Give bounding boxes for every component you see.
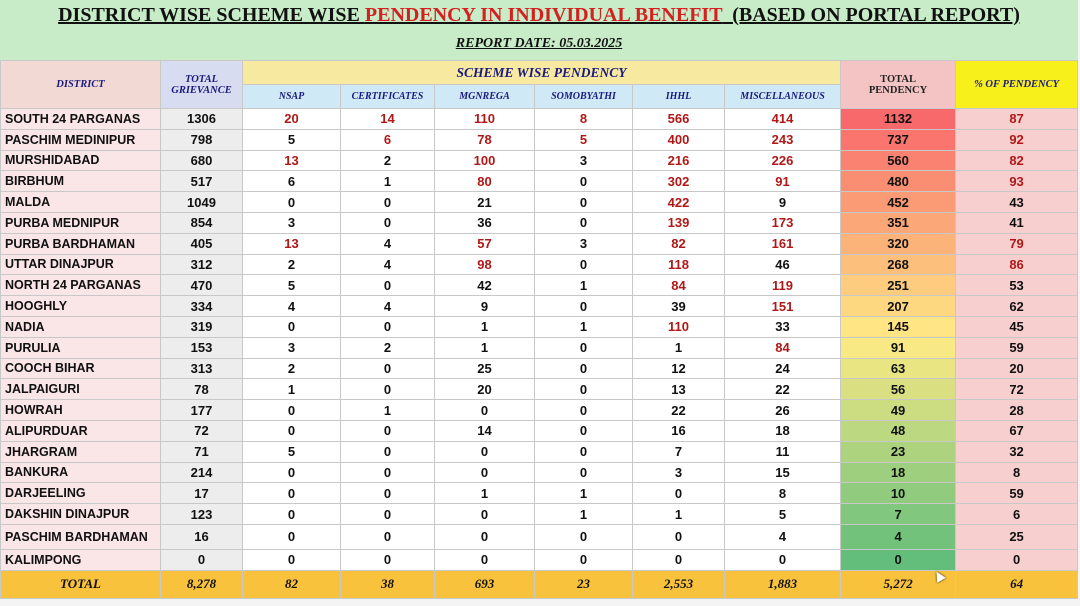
cell-cert: 0 bbox=[341, 524, 435, 549]
table-row bbox=[1, 129, 1078, 150]
cell-total-pendency: 268 bbox=[841, 254, 956, 275]
header-mgnrega: MGNREGA bbox=[435, 85, 535, 109]
cell-misc: 5 bbox=[725, 504, 841, 525]
page-title bbox=[0, 4, 1078, 27]
cell-somo: 0 bbox=[535, 400, 633, 421]
cell-total-grievance: 71 bbox=[161, 441, 243, 462]
cell-mgnrega: 0 bbox=[435, 441, 535, 462]
cell-ihhl: 216 bbox=[633, 150, 725, 171]
cell-nsap: 0 bbox=[243, 483, 341, 504]
cell-district: UTTAR DINAJPUR bbox=[1, 254, 161, 275]
cell-ihhl: 16 bbox=[633, 420, 725, 441]
cell-total-pendency: 91 bbox=[841, 337, 956, 358]
header-pct-pendency: % OF PENDENCY bbox=[956, 61, 1078, 109]
cell-total-pendency: 0 bbox=[841, 549, 956, 570]
cell-pct-pendency: 6 bbox=[956, 504, 1078, 525]
table-row bbox=[1, 171, 1078, 192]
cell-nsap: 4 bbox=[243, 296, 341, 317]
cell-pct-pendency: 86 bbox=[956, 254, 1078, 275]
cell-somo: 0 bbox=[535, 192, 633, 213]
cell-total-pendency: 145 bbox=[841, 316, 956, 337]
cell-cert: 0 bbox=[341, 316, 435, 337]
cell-misc: 33 bbox=[725, 316, 841, 337]
cell-total-pendency: 10 bbox=[841, 483, 956, 504]
cell-cert: 4 bbox=[341, 233, 435, 254]
table-row bbox=[1, 150, 1078, 171]
cell-total-grievance: 680 bbox=[161, 150, 243, 171]
cell-somo: 0 bbox=[535, 420, 633, 441]
cell-nsap: 1 bbox=[243, 379, 341, 400]
table-row bbox=[1, 109, 1078, 130]
cell-district: HOWRAH bbox=[1, 400, 161, 421]
cell-nsap: 0 bbox=[243, 524, 341, 549]
header-total-pendency-line2: PENDENCY bbox=[868, 84, 928, 96]
cell-somo: 0 bbox=[535, 296, 633, 317]
cell-total-grievance: 1306 bbox=[161, 109, 243, 130]
cell-misc: 414 bbox=[725, 109, 841, 130]
table-row bbox=[1, 254, 1078, 275]
cell-nsap: 6 bbox=[243, 171, 341, 192]
cell-total-pendency: 251 bbox=[841, 275, 956, 296]
title-part-highlight: PENDENCY IN INDIVIDUAL BENEFIT bbox=[364, 4, 723, 26]
cell-misc: 151 bbox=[725, 296, 841, 317]
cell-misc: 15 bbox=[725, 462, 841, 483]
cell-pct-pendency: 59 bbox=[956, 337, 1078, 358]
cell-cert: 14 bbox=[341, 109, 435, 130]
cell-district: HOOGHLY bbox=[1, 296, 161, 317]
cell-cert: 1 bbox=[341, 400, 435, 421]
cell-cert: 2 bbox=[341, 150, 435, 171]
cell-district: SOUTH 24 PARGANAS bbox=[1, 109, 161, 130]
cell-pct-pendency: 93 bbox=[956, 171, 1078, 192]
cell-pct-pendency: 82 bbox=[956, 150, 1078, 171]
table-row bbox=[1, 275, 1078, 296]
cell-somo: 8 bbox=[535, 109, 633, 130]
table-row bbox=[1, 549, 1078, 570]
cell-somo: 0 bbox=[535, 441, 633, 462]
cell-total-grievance: 16 bbox=[161, 524, 243, 549]
cell-total-grievance: 334 bbox=[161, 296, 243, 317]
cell-cert: 0 bbox=[341, 192, 435, 213]
total-ihhl: 2,553 bbox=[633, 570, 725, 598]
table-row bbox=[1, 316, 1078, 337]
cell-district: ALIPURDUAR bbox=[1, 420, 161, 441]
cell-nsap: 5 bbox=[243, 275, 341, 296]
title-band bbox=[0, 0, 1078, 61]
cell-cert: 0 bbox=[341, 420, 435, 441]
cell-somo: 5 bbox=[535, 129, 633, 150]
cell-nsap: 0 bbox=[243, 549, 341, 570]
cell-total-pendency: 4 bbox=[841, 524, 956, 549]
cell-total-pendency: 23 bbox=[841, 441, 956, 462]
cell-misc: 119 bbox=[725, 275, 841, 296]
cell-cert: 0 bbox=[341, 275, 435, 296]
cell-district: KALIMPONG bbox=[1, 549, 161, 570]
cell-misc: 173 bbox=[725, 212, 841, 233]
cell-cert: 0 bbox=[341, 358, 435, 379]
header-total-pendency bbox=[841, 61, 956, 109]
cell-somo: 3 bbox=[535, 233, 633, 254]
table-row bbox=[1, 337, 1078, 358]
title-part-3: (BASED ON PORTAL REPORT) bbox=[722, 4, 1020, 26]
cell-nsap: 20 bbox=[243, 109, 341, 130]
cell-pct-pendency: 79 bbox=[956, 233, 1078, 254]
cell-cert: 0 bbox=[341, 441, 435, 462]
total-misc: 1,883 bbox=[725, 570, 841, 598]
cell-somo: 1 bbox=[535, 275, 633, 296]
header-scheme-wise: SCHEME WISE PENDENCY bbox=[243, 61, 841, 85]
title-part-1: DISTRICT WISE SCHEME WISE bbox=[58, 4, 365, 26]
cell-total-pendency: 63 bbox=[841, 358, 956, 379]
cell-cert: 4 bbox=[341, 254, 435, 275]
cell-pct-pendency: 87 bbox=[956, 109, 1078, 130]
cell-mgnrega: 0 bbox=[435, 549, 535, 570]
cell-nsap: 5 bbox=[243, 129, 341, 150]
cell-ihhl: 39 bbox=[633, 296, 725, 317]
report-date: REPORT DATE: 05.03.2025 bbox=[455, 36, 623, 51]
cell-district: JALPAIGURI bbox=[1, 379, 161, 400]
cell-ihhl: 566 bbox=[633, 109, 725, 130]
cell-mgnrega: 57 bbox=[435, 233, 535, 254]
cell-total-grievance: 1049 bbox=[161, 192, 243, 213]
cell-mgnrega: 1 bbox=[435, 483, 535, 504]
total-mgnrega: 693 bbox=[435, 570, 535, 598]
cell-somo: 0 bbox=[535, 524, 633, 549]
table-row bbox=[1, 192, 1078, 213]
cell-total-pendency: 737 bbox=[841, 129, 956, 150]
table-row bbox=[1, 524, 1078, 549]
cell-mgnrega: 100 bbox=[435, 150, 535, 171]
total-total: 5,272 bbox=[841, 570, 956, 598]
cell-mgnrega: 42 bbox=[435, 275, 535, 296]
cell-misc: 9 bbox=[725, 192, 841, 213]
cell-total-grievance: 854 bbox=[161, 212, 243, 233]
cell-total-grievance: 0 bbox=[161, 549, 243, 570]
total-label: TOTAL bbox=[1, 570, 161, 598]
cell-pct-pendency: 62 bbox=[956, 296, 1078, 317]
cell-ihhl: 13 bbox=[633, 379, 725, 400]
table-row bbox=[1, 462, 1078, 483]
cell-pct-pendency: 53 bbox=[956, 275, 1078, 296]
pendency-table bbox=[0, 60, 1078, 599]
cell-district: NADIA bbox=[1, 316, 161, 337]
header-miscellaneous: MISCELLANEOUS bbox=[725, 85, 841, 109]
table-row bbox=[1, 420, 1078, 441]
header-somobyathi: SOMOBYATHI bbox=[535, 85, 633, 109]
cell-somo: 1 bbox=[535, 483, 633, 504]
table-row bbox=[1, 233, 1078, 254]
cell-total-grievance: 312 bbox=[161, 254, 243, 275]
cell-total-grievance: 123 bbox=[161, 504, 243, 525]
cell-pct-pendency: 43 bbox=[956, 192, 1078, 213]
cell-total-grievance: 798 bbox=[161, 129, 243, 150]
cell-somo: 0 bbox=[535, 212, 633, 233]
cell-total-pendency: 207 bbox=[841, 296, 956, 317]
cell-mgnrega: 1 bbox=[435, 316, 535, 337]
total-nsap: 82 bbox=[243, 570, 341, 598]
cell-total-grievance: 17 bbox=[161, 483, 243, 504]
cell-total-pendency: 320 bbox=[841, 233, 956, 254]
cell-cert: 0 bbox=[341, 379, 435, 400]
cell-mgnrega: 20 bbox=[435, 379, 535, 400]
cell-total-pendency: 560 bbox=[841, 150, 956, 171]
cell-cert: 0 bbox=[341, 504, 435, 525]
totals-row bbox=[1, 570, 1078, 598]
total-somo: 23 bbox=[535, 570, 633, 598]
cell-mgnrega: 80 bbox=[435, 171, 535, 192]
cell-pct-pendency: 20 bbox=[956, 358, 1078, 379]
cell-pct-pendency: 72 bbox=[956, 379, 1078, 400]
cell-misc: 226 bbox=[725, 150, 841, 171]
cell-ihhl: 422 bbox=[633, 192, 725, 213]
header-total-grievance-line2: GRIEVANCE bbox=[171, 84, 232, 96]
cell-nsap: 3 bbox=[243, 337, 341, 358]
cell-misc: 18 bbox=[725, 420, 841, 441]
cell-nsap: 0 bbox=[243, 504, 341, 525]
cell-cert: 6 bbox=[341, 129, 435, 150]
cell-district: BANKURA bbox=[1, 462, 161, 483]
cell-mgnrega: 110 bbox=[435, 109, 535, 130]
cell-total-pendency: 452 bbox=[841, 192, 956, 213]
cell-pct-pendency: 92 bbox=[956, 129, 1078, 150]
cell-total-pendency: 49 bbox=[841, 400, 956, 421]
cell-cert: 2 bbox=[341, 337, 435, 358]
cell-mgnrega: 78 bbox=[435, 129, 535, 150]
cell-total-grievance: 319 bbox=[161, 316, 243, 337]
header-total-pendency-line1: TOTAL bbox=[880, 73, 916, 85]
cell-total-pendency: 1132 bbox=[841, 109, 956, 130]
cell-mgnrega: 25 bbox=[435, 358, 535, 379]
header-total-grievance-line1: TOTAL bbox=[184, 73, 219, 85]
table-row bbox=[1, 212, 1078, 233]
cell-ihhl: 3 bbox=[633, 462, 725, 483]
header-certificates: CERTIFICATES bbox=[341, 85, 435, 109]
cell-nsap: 13 bbox=[243, 150, 341, 171]
cell-misc: 11 bbox=[725, 441, 841, 462]
cell-somo: 3 bbox=[535, 150, 633, 171]
cell-nsap: 0 bbox=[243, 192, 341, 213]
cell-total-grievance: 214 bbox=[161, 462, 243, 483]
cell-pct-pendency: 25 bbox=[956, 524, 1078, 549]
cell-nsap: 0 bbox=[243, 316, 341, 337]
cell-ihhl: 22 bbox=[633, 400, 725, 421]
cell-pct-pendency: 8 bbox=[956, 462, 1078, 483]
cell-somo: 0 bbox=[535, 549, 633, 570]
total-grievance: 8,278 bbox=[161, 570, 243, 598]
cell-district: PURULIA bbox=[1, 337, 161, 358]
cell-ihhl: 110 bbox=[633, 316, 725, 337]
cell-cert: 4 bbox=[341, 296, 435, 317]
cell-ihhl: 400 bbox=[633, 129, 725, 150]
cell-misc: 91 bbox=[725, 171, 841, 192]
cell-cert: 0 bbox=[341, 483, 435, 504]
cell-mgnrega: 36 bbox=[435, 212, 535, 233]
cell-total-pendency: 351 bbox=[841, 212, 956, 233]
cell-pct-pendency: 32 bbox=[956, 441, 1078, 462]
cell-cert: 0 bbox=[341, 212, 435, 233]
cell-total-grievance: 177 bbox=[161, 400, 243, 421]
cell-pct-pendency: 28 bbox=[956, 400, 1078, 421]
cell-misc: 46 bbox=[725, 254, 841, 275]
cell-misc: 161 bbox=[725, 233, 841, 254]
cell-pct-pendency: 0 bbox=[956, 549, 1078, 570]
cell-district: MALDA bbox=[1, 192, 161, 213]
header-district: DISTRICT bbox=[1, 61, 161, 109]
cell-ihhl: 1 bbox=[633, 504, 725, 525]
cell-misc: 22 bbox=[725, 379, 841, 400]
cell-ihhl: 1 bbox=[633, 337, 725, 358]
cell-district: MURSHIDABAD bbox=[1, 150, 161, 171]
table-row bbox=[1, 504, 1078, 525]
cell-total-pendency: 56 bbox=[841, 379, 956, 400]
table-row bbox=[1, 358, 1078, 379]
cell-somo: 0 bbox=[535, 171, 633, 192]
header-total-grievance bbox=[161, 61, 243, 109]
cell-misc: 0 bbox=[725, 549, 841, 570]
cell-ihhl: 118 bbox=[633, 254, 725, 275]
cell-district: COOCH BIHAR bbox=[1, 358, 161, 379]
cell-cert: 1 bbox=[341, 171, 435, 192]
cell-nsap: 5 bbox=[243, 441, 341, 462]
table-row bbox=[1, 296, 1078, 317]
cell-ihhl: 82 bbox=[633, 233, 725, 254]
cell-district: NORTH 24 PARGANAS bbox=[1, 275, 161, 296]
cell-cert: 0 bbox=[341, 462, 435, 483]
cell-misc: 24 bbox=[725, 358, 841, 379]
total-pct: 64 bbox=[956, 570, 1078, 598]
cell-mgnrega: 0 bbox=[435, 504, 535, 525]
cell-total-pendency: 480 bbox=[841, 171, 956, 192]
cell-total-grievance: 405 bbox=[161, 233, 243, 254]
cell-district: BIRBHUM bbox=[1, 171, 161, 192]
cell-district: PASCHIM MEDINIPUR bbox=[1, 129, 161, 150]
cell-somo: 0 bbox=[535, 254, 633, 275]
cell-total-grievance: 313 bbox=[161, 358, 243, 379]
cell-district: PURBA BARDHAMAN bbox=[1, 233, 161, 254]
cell-somo: 1 bbox=[535, 504, 633, 525]
cell-somo: 0 bbox=[535, 379, 633, 400]
header-row-1 bbox=[1, 61, 1078, 85]
table-row bbox=[1, 483, 1078, 504]
cell-somo: 0 bbox=[535, 358, 633, 379]
cell-ihhl: 7 bbox=[633, 441, 725, 462]
cell-total-grievance: 470 bbox=[161, 275, 243, 296]
cell-total-grievance: 78 bbox=[161, 379, 243, 400]
cell-cert: 0 bbox=[341, 549, 435, 570]
cell-pct-pendency: 67 bbox=[956, 420, 1078, 441]
cell-misc: 4 bbox=[725, 524, 841, 549]
cell-district: DAKSHIN DINAJPUR bbox=[1, 504, 161, 525]
cell-nsap: 0 bbox=[243, 420, 341, 441]
cell-ihhl: 139 bbox=[633, 212, 725, 233]
cell-ihhl: 12 bbox=[633, 358, 725, 379]
cell-somo: 0 bbox=[535, 462, 633, 483]
cell-misc: 26 bbox=[725, 400, 841, 421]
cell-mgnrega: 0 bbox=[435, 524, 535, 549]
cell-total-pendency: 18 bbox=[841, 462, 956, 483]
header-ihhl: IHHL bbox=[633, 85, 725, 109]
cell-somo: 0 bbox=[535, 337, 633, 358]
total-cert: 38 bbox=[341, 570, 435, 598]
cell-nsap: 2 bbox=[243, 358, 341, 379]
table-row bbox=[1, 400, 1078, 421]
cell-somo: 1 bbox=[535, 316, 633, 337]
cell-ihhl: 0 bbox=[633, 483, 725, 504]
cell-total-grievance: 72 bbox=[161, 420, 243, 441]
cell-mgnrega: 9 bbox=[435, 296, 535, 317]
cell-total-grievance: 153 bbox=[161, 337, 243, 358]
header-nsap: NSAP bbox=[243, 85, 341, 109]
cell-mgnrega: 14 bbox=[435, 420, 535, 441]
cell-mgnrega: 21 bbox=[435, 192, 535, 213]
cell-total-pendency: 7 bbox=[841, 504, 956, 525]
cell-ihhl: 0 bbox=[633, 524, 725, 549]
cell-nsap: 3 bbox=[243, 212, 341, 233]
cell-misc: 8 bbox=[725, 483, 841, 504]
cell-district: PASCHIM BARDHAMAN bbox=[1, 524, 161, 549]
cell-nsap: 13 bbox=[243, 233, 341, 254]
cell-nsap: 0 bbox=[243, 462, 341, 483]
cell-nsap: 0 bbox=[243, 400, 341, 421]
cell-pct-pendency: 59 bbox=[956, 483, 1078, 504]
cell-total-pendency: 48 bbox=[841, 420, 956, 441]
cell-total-grievance: 517 bbox=[161, 171, 243, 192]
table-row bbox=[1, 441, 1078, 462]
cell-ihhl: 0 bbox=[633, 549, 725, 570]
cell-misc: 243 bbox=[725, 129, 841, 150]
cell-ihhl: 84 bbox=[633, 275, 725, 296]
cell-mgnrega: 98 bbox=[435, 254, 535, 275]
cell-pct-pendency: 45 bbox=[956, 316, 1078, 337]
cell-mgnrega: 0 bbox=[435, 400, 535, 421]
cell-nsap: 2 bbox=[243, 254, 341, 275]
table-row bbox=[1, 379, 1078, 400]
cell-mgnrega: 1 bbox=[435, 337, 535, 358]
cell-district: JHARGRAM bbox=[1, 441, 161, 462]
cell-mgnrega: 0 bbox=[435, 462, 535, 483]
cell-district: DARJEELING bbox=[1, 483, 161, 504]
cell-ihhl: 302 bbox=[633, 171, 725, 192]
cell-district: PURBA MEDNIPUR bbox=[1, 212, 161, 233]
cell-misc: 84 bbox=[725, 337, 841, 358]
cell-pct-pendency: 41 bbox=[956, 212, 1078, 233]
